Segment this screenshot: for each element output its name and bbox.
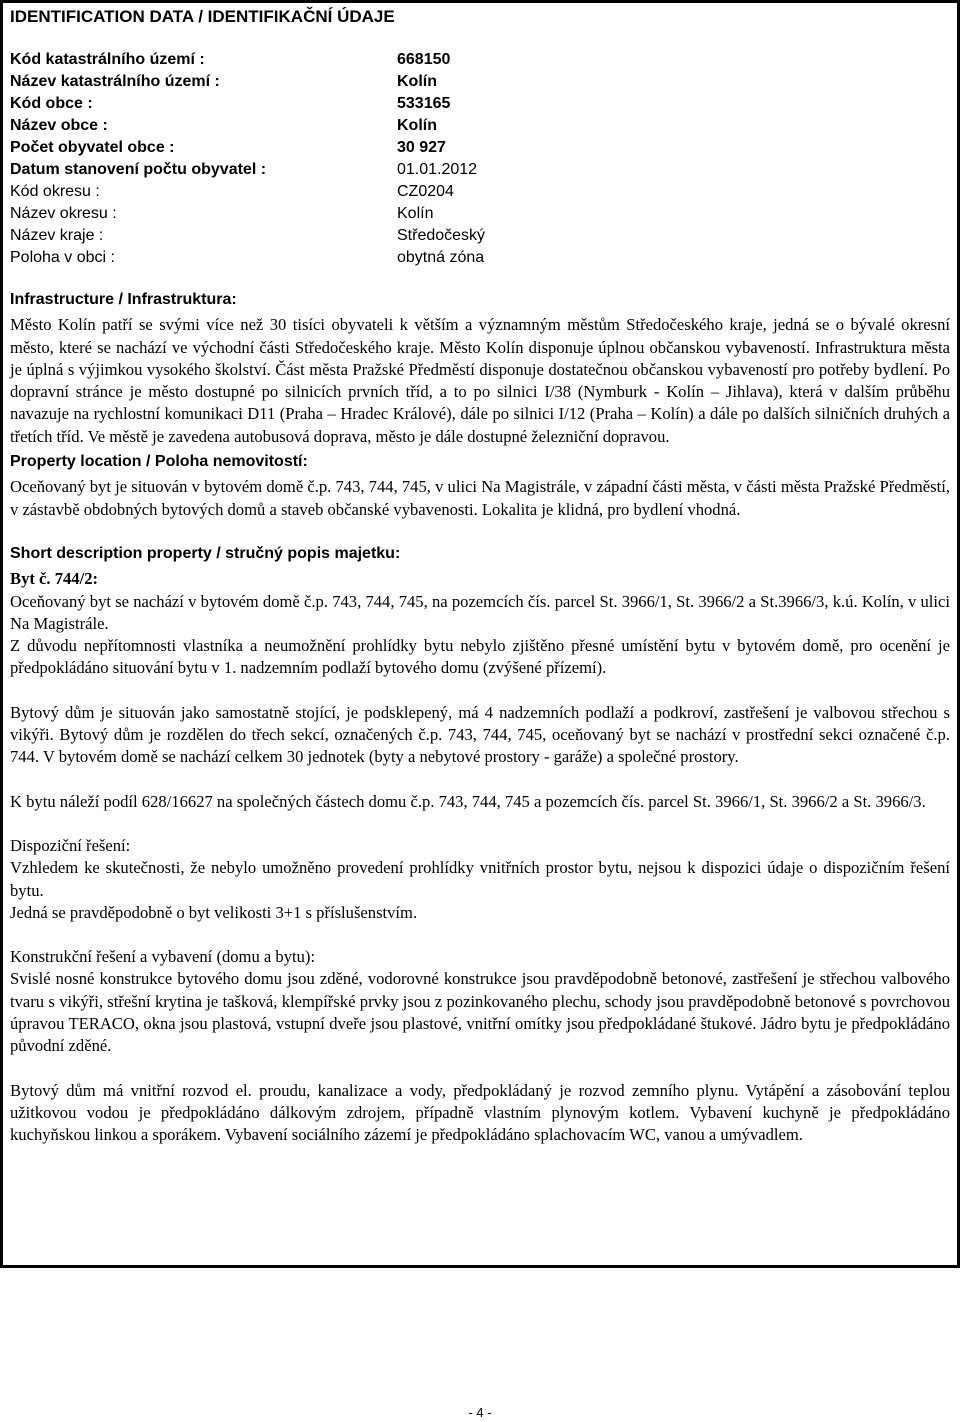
ident-value: 668150 [397,51,451,68]
layout-heading: Dispoziční řešení: [10,835,131,855]
ident-value: Středočeský [397,227,486,244]
ident-row [10,247,610,269]
ident-row [10,93,610,115]
ident-value: 533165 [397,95,451,112]
location-text: Oceňovaný byt je situován v bytovém domě č.p. 743, 744, 745, v ulici Na Magistrále, v západní části města, v části města Pražské Předměstí, v zástavbě obdobných bytových domů a staveb občanské vybavenosti. Lokalita je klidná, pro bydlení vhodná. [10,477,950,519]
unit-title: Byt č. 744/2: [10,569,99,589]
page-number: - 4 - [468,1405,492,1420]
ident-row [10,181,610,203]
construction-paragraph: Bytový dům má vnitřní rozvod el. proudu, kanalizace a vody, předpokládaný je rozvod zemního plynu. Vytápění a zásobování teplou užitkovou vodou je předpokládáno dálkovým zdrojem, případně vlastním plynovým kotlem. Vybavení kuchyně je předpokládáno kuchyňskou linkou a sporákem. Vybavení sociálního zázemí je předpokládáno splachovacím WC, vanou a umývadlem. [10,1080,950,1145]
ident-label: Název okresu : [10,205,117,222]
description-paragraph: Oceňovaný byt se nachází v bytovém domě č.p. 743, 744, 745, na pozemcích čís. parcel St. 3966/1, St. 3966/2 a St.3966/3, k.ú. Kolín, v ulici Na Magistrále. [10,591,950,633]
identification-table [10,49,610,269]
ident-label: Počet obyvatel obce : [10,139,175,156]
ident-row [10,159,610,181]
location-heading: Property location / Poloha nemovitostí: [10,453,308,471]
layout-paragraph: Vzhledem ke skutečnosti, že nebylo umožněno provedení prohlídky vnitřních prostor bytu, nejsou k dispozici údaje o dispozičním řešení bytu. [10,858,950,900]
ident-value: Kolín [397,73,437,90]
ident-label: Název obce : [10,117,108,134]
ident-label: Kód obce : [10,95,93,112]
ident-value: CZ0204 [397,183,454,200]
description-paragraph: Bytový dům je situován jako samostatně stojící, je podsklepený, má 4 nadzemních podlaží a podkroví, zastřešení je valbovou střechou s vikýři. Bytový dům je rozdělen do třech sekcí, označených č.p. 743, 744, 745, oceňovaný byt se nachází v prostřední sekci označené č.p. 744. V bytovém domě se nachází celkem 30 jednotek (byty a nebytové prostory - garáže) a společné prostory. [10,702,950,767]
ident-label: Datum stanovení počtu obyvatel : [10,161,267,178]
infrastructure-text: Město Kolín patří se svými více než 30 tisíci obyvateli k větším a významným městům Středočeského kraje, jedná se o bývalé okresní město, které se nachází ve východní části Středočeského kraje. Město Kolín disponuje úplnou občanskou vybaveností. Infrastruktura města je úplná s výjimkou vysokého školství. Část města Pražské Předměstí disponuje dostatečnou občanskou vybaveností pro potřeby bydlení. Po dopravní stránce je město dostupné po silnicích prvních tříd, a to po silnici I/38 (Nymburk - Kolín – Jihlava), která v dalším průběhu navazuje na rychlostní komunikaci D11 (Praha – Hradec Králové), dále po silnici I/12 (Praha – Kolín) a dále po dalších silničních druhých a třetích tříd. Ve městě je zavedena autobusová doprava, město je dále dostupné železniční dopravou. [10,315,950,446]
ident-row [10,49,610,71]
construction-paragraph: Svislé nosné konstrukce bytového domu jsou zděné, vodorovné konstrukce jsou pravděpodobně betonové, zastřešení je střechou valbového tvaru s vikýři, střešní krytina je tašková, klempířské prvky jsou z pozinkovaného plechu, schody jsou pravděpodobně betonové s povrchovou úpravou TERACO, okna jsou plastová, vstupní dveře jsou plastové, vnitřní omítky jsou předpokládané štukové. Jádro bytu je předpokládáno původní zděné. [10,969,950,1056]
ident-row [10,203,610,225]
ident-label: Kód okresu : [10,183,100,200]
ident-value: Kolín [397,205,434,222]
layout-paragraph: Jedná se pravděpodobně o byt velikosti 3+1 s příslušenstvím. [10,902,418,922]
ident-value: 01.01.2012 [397,161,478,178]
ident-value: Kolín [397,117,437,134]
description-paragraph: K bytu náleží podíl 628/16627 na společných částech domu č.p. 743, 744, 745 a pozemcích čís. parcel St. 3966/1, St. 3966/2 a St. 3966/3. [10,791,926,811]
description-heading: Short description property / stručný popis majetku: [10,544,401,562]
section-header: IDENTIFICATION DATA / IDENTIFIKAČNÍ ÚDAJE [10,7,395,26]
ident-row [10,137,610,159]
ident-label: Název katastrálního území : [10,73,220,90]
ident-label: Poloha v obci : [10,249,115,266]
ident-row [10,115,610,137]
document-content [10,289,950,1147]
ident-row [10,225,610,247]
construction-heading: Konstrukční řešení a vybavení (domu a bytu): [10,947,316,967]
ident-value: obytná zóna [397,249,485,266]
ident-value: 30 927 [397,139,446,156]
ident-label: Kód katastrálního území : [10,51,205,68]
ident-row [10,71,610,93]
description-paragraph: Z důvodu nepřítomnosti vlastníka a neumožnění prohlídky bytu nebylo zjištěno přesné umístění bytu v bytovém domě, pro ocenění je předpokládáno situování bytu v 1. nadzemním podlaží bytového domu (zvýšené přízemí). [10,636,950,678]
ident-label: Název kraje : [10,227,104,244]
infrastructure-heading: Infrastructure / Infrastruktura: [10,291,237,308]
